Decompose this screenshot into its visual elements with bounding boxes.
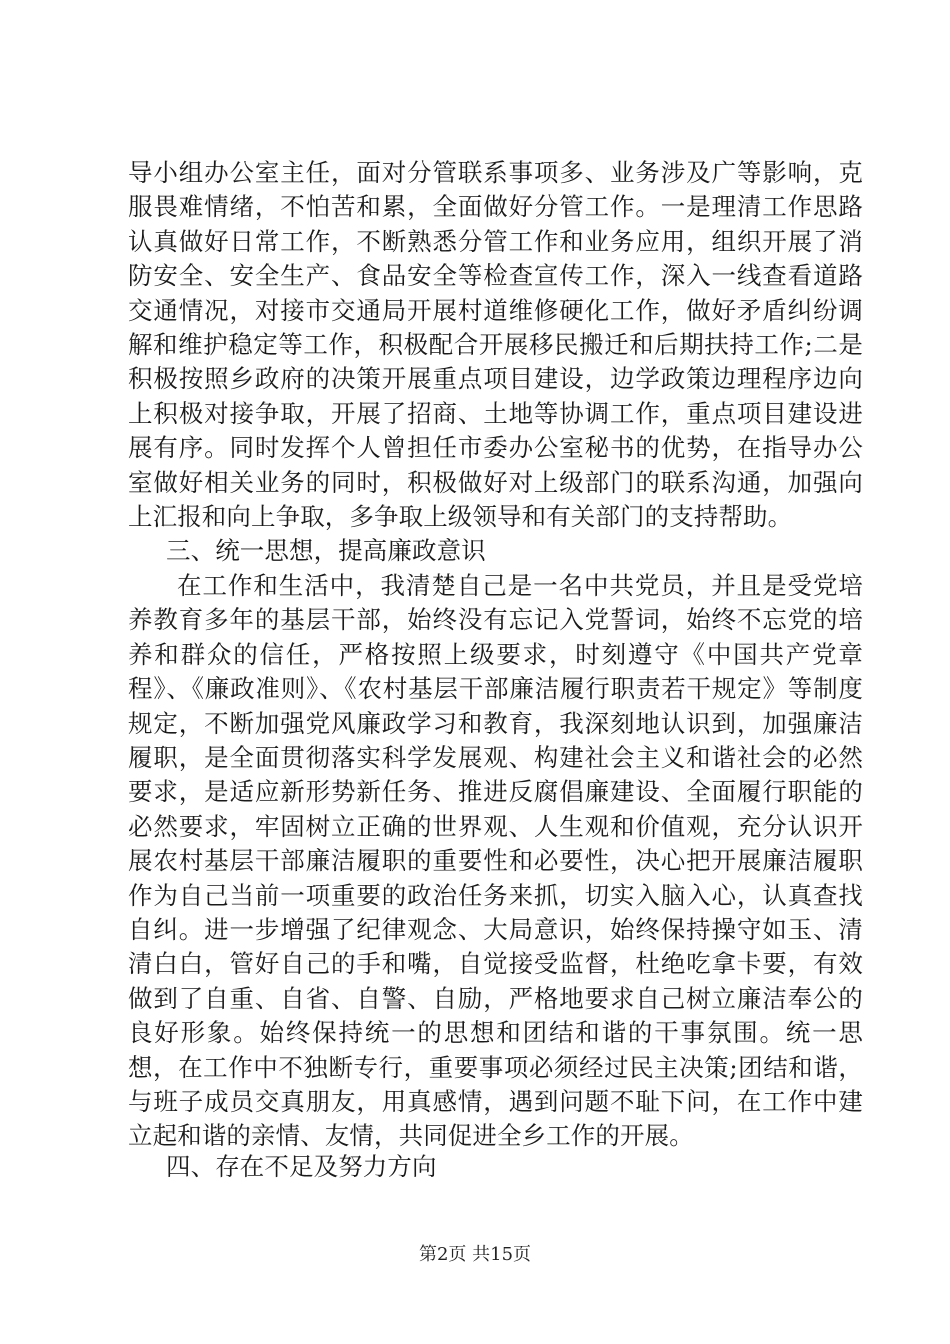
section-heading-4: 四、存在不足及努力方向 (166, 1152, 437, 1181)
paragraph-section-3: 在工作和生活中，我清楚自己是一名中共党员，并且是受党培养教育多年的基层干部，始终没有忘记入党誓词，始终不忘党的培养和群众的信任，严格按照上级要求，时刻遵守《中国共产党章程》、《廉政准则》、《农村基层干部廉洁履行职责若干规定》等制度规定，不断加强党风廉政学习和教育，我深刻地认识到，加强廉洁履职，是全面贯彻落实科学发展观、构建社会主义和谐社会的必然要求，是适应新形势新任务、推进反腐倡廉建设、全面履行职能的必然要求，牢固树立正确的世界观、人生观和价值观，充分认识开展农村基层干部廉洁履职的重要性和必要性，决心把开展廉洁履职作为自己当前一项重要的政治任务来抓，切实入脑入心，认真查找自纠。进一步增强了纪律观念、大局意识，始终保持操守如玉、清清白白，管好自己的手和嘴，自觉接受监督，杜绝吃拿卡要，有效做到了自重、自省、自警、自励，严格地要求自己树立廉洁奉公的良好形象。始终保持统一的思想和团结和谐的干事氛围。统一思想，在工作中不独断专行，重要事项必须经过民主决策;团结和谐，与班子成员交真朋友，用真感情，遇到问题不耻下问，在工作中建立起和谐的亲情、友情，共同促进全乡工作的开展。 (128, 570, 863, 1151)
paragraph-continued: 导小组办公室主任，面对分管联系事项多、业务涉及广等影响，克服畏难情绪，不怕苦和累，全面做好分管工作。一是理清工作思路认真做好日常工作，不断熟悉分管工作和业务应用，组织开展了消防安全、安全生产、食品安全等检查宣传工作，深入一线查看道路交通情况，对接市交通局开展村道维修硬化工作，做好矛盾纠纷调解和维护稳定等工作，积极配合开展移民搬迁和后期扶持工作;二是积极按照乡政府的决策开展重点项目建设，边学政策边理程序边向上积极对接争取，开展了招商、土地等协调工作，重点项目建设进展有序。同时发挥个人曾担任市委办公室秘书的优势，在指导办公室做好相关业务的同时，积极做好对上级部门的联系沟通，加强向上汇报和向上争取，多争取上级领导和有关部门的支持帮助。 (128, 158, 863, 532)
page-number-footer: 第2页 共15页 (418, 1244, 532, 1265)
document-body (128, 156, 863, 1154)
section-heading-3: 三、统一思想，提高廉政意识 (166, 536, 486, 566)
